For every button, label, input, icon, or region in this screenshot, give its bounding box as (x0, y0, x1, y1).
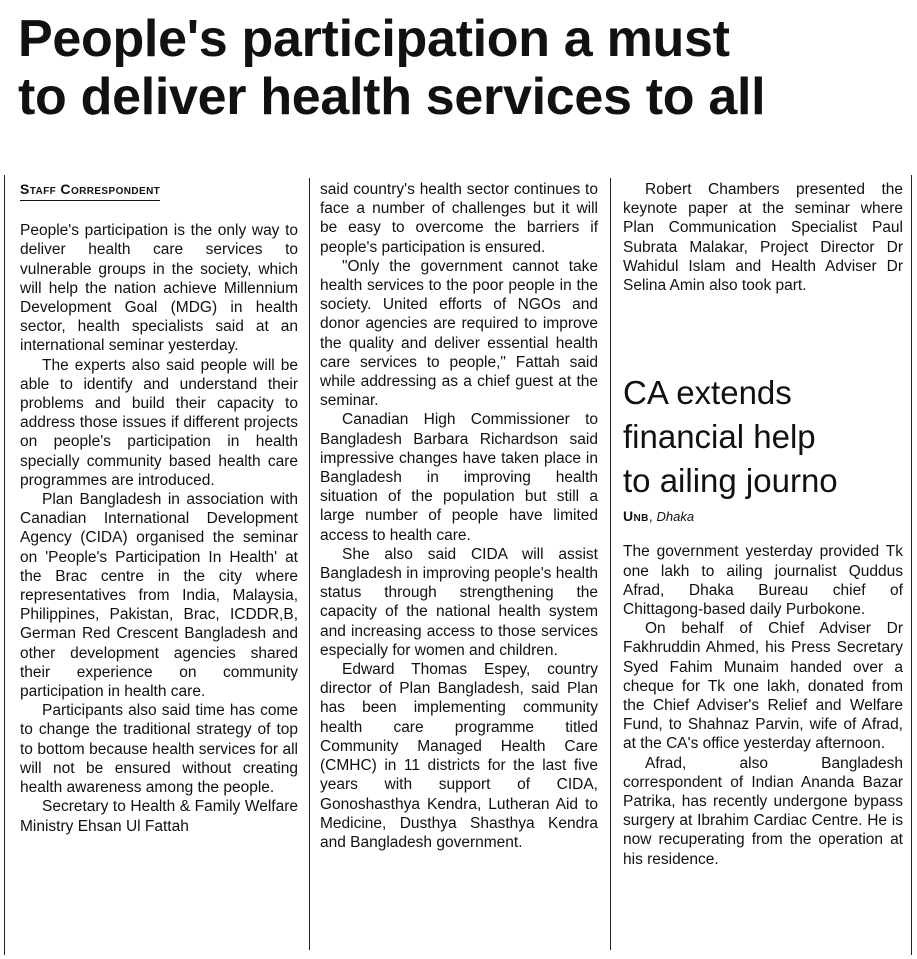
paragraph: She also said CIDA will assist Bangladesh in improving people's health status through strengthening the capacity of the national health system and increasing access to those services especially for women and children. (320, 545, 598, 659)
paragraph: On behalf of Chief Adviser Dr Fakhruddin Ahmed, his Press Secretary Syed Fahim Munaim handed over a cheque for Tk one lakh, donated from the Chief Adviser's Relief and Welfare Fund, to Shahnaz Parvin, wife of Afrad, at the CA's office yesterday afternoon. (623, 620, 903, 753)
article-headline (18, 10, 908, 126)
headline-line-2: to deliver health services to all (18, 68, 766, 126)
column-rule-1 (309, 178, 310, 950)
right-border-rule (911, 175, 912, 955)
article-column-1 (20, 180, 298, 836)
sidebar-headline-line-2: financial help (623, 418, 816, 456)
dateline-place: Dhaka (656, 509, 695, 525)
paragraph: The government yesterday provided Tk one lakh to ailing journalist Quddus Afrad, Dhaka Bureau chief of Chittagong-based daily Purbokone. (623, 543, 903, 619)
paragraph: Secretary to Health & Family Welfare Ministry Ehsan Ul Fattah (20, 798, 298, 835)
sidebar-article (623, 371, 903, 869)
paragraph: said country's health sector continues to face a number of challenges but it will be easy to overcome the barriers if people's participation is ensured. (320, 181, 598, 256)
sidebar-headline (623, 371, 903, 503)
article-column-3 (623, 180, 903, 869)
paragraph: Edward Thomas Espey, country director of Plan Bangladesh, said Plan has been implementing community health care programme titled Community Managed Health Care (CMHC) in 11 districts for the last five years with support of CIDA, Gonoshasthya Kendra, Lutheran Aid to Medicine, Dusthya Shasthya Kendra and Bangladesh government. (320, 661, 598, 851)
paragraph: Afrad, also Bangladesh correspondent of Indian Ananda Bazar Patrika, has recently undergone bypass surgery at Ibrahim Cardiac Centre. He is now recuperating from the operation at his residence. (623, 754, 903, 868)
sidebar-headline-line-1: CA extends (623, 374, 792, 412)
headline-line-1: People's participation a must (18, 10, 730, 68)
news-agency: Unb (623, 508, 649, 525)
paragraph: Canadian High Commissioner to Bangladesh Barbara Richardson said impressive changes have taken place in Bangladesh in improving health situation of the population but still a large number of people have limited access to health care. (320, 411, 598, 544)
paragraph: Participants also said time has come to change the traditional strategy of top to bottom because health services for all will not be ensured without creating health awareness among the people. (20, 702, 298, 797)
sidebar-byline: Unb, Dhaka (623, 508, 695, 525)
paragraph: The experts also said people will be able to identify and understand their problems and build their capacity to address those issues if different projects on people's participation in health specially community based health care programmes are introduced. (20, 356, 298, 489)
left-border-rule (4, 175, 5, 955)
sidebar-headline-line-3: to ailing journo (623, 462, 838, 500)
paragraph: Plan Bangladesh in association with Canadian International Development Agency (CIDA) organised the seminar on 'People's Participation In Health' at the Brac centre in the city where representatives from India, Malaysia, Philippines, Pakistan, Brac, ICDDR,B, German Red Crescent Bangladesh and other development agencies shared their experience on community participation in health care. (20, 491, 298, 701)
byline: Staff Correspondent (20, 180, 160, 201)
paragraph: Robert Chambers presented the keynote paper at the seminar where Plan Communication Specialist Paul Subrata Malakar, Project Director Dr Wahidul Islam and Health Adviser Dr Selina Amin also took part. (623, 181, 903, 295)
article-column-2 (320, 180, 598, 852)
paragraph: People's participation is the only way to deliver health care services to vulnerable groups in the society, which will help the nation achieve Millennium Development Goal (MDG) in health sector, health specialists said at an international seminar yesterday. (20, 222, 298, 355)
column-rule-2 (610, 178, 611, 950)
paragraph: "Only the government cannot take health services to the poor people in the society. United efforts of NGOs and donor agencies are required to improve the quality and deliver essential health care services to people," Fattah said while addressing as a chief guest at the seminar. (320, 257, 598, 410)
